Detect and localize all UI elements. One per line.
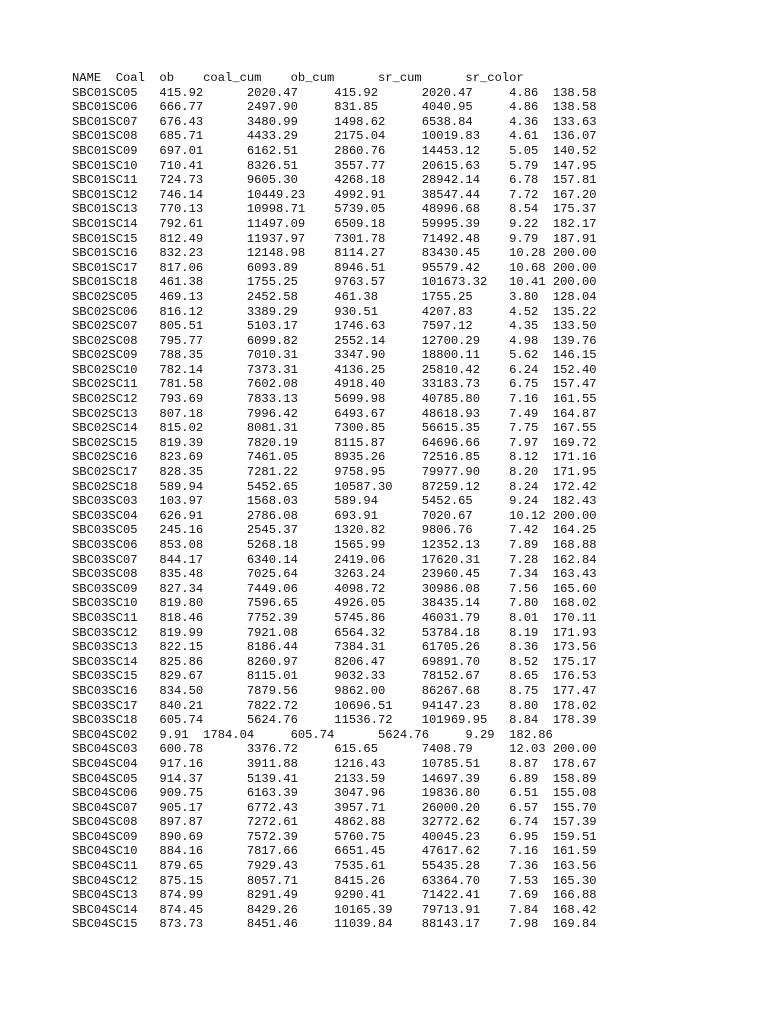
table-row: SBC03SC05 245.16 2545.37 1320.82 9806.76 7.42 164.25 [72,523,597,538]
table-row: SBC01SC14 792.61 11497.09 6509.18 59995.39 9.22 182.17 [72,216,597,231]
table-row: SBC01SC12 746.14 10449.23 4992.91 38547.44 7.72 167.20 [72,187,597,202]
table-row: SBC03SC12 819.99 7921.08 6564.32 53784.18 8.19 171.93 [72,625,597,640]
table-row: SBC02SC09 788.35 7010.31 3347.90 18800.11 5.62 146.15 [72,348,597,363]
table-row: SBC04SC13 874.99 8291.49 9290.41 71422.41 7.69 166.88 [72,888,597,903]
table-row: SBC01SC17 817.06 6093.89 8946.51 95579.42 10.68 200.00 [72,260,597,275]
table-row: SBC03SC18 605.74 5624.76 11536.72 101969.95 8.84 178.39 [72,713,597,728]
table-row: SBC01SC16 832.23 12148.98 8114.27 83430.45 10.28 200.00 [72,246,597,261]
table-row: SBC02SC05 469.13 2452.58 461.38 1755.25 3.80 128.04 [72,289,597,304]
table-row: SBC04SC07 905.17 6772.43 3957.71 26000.20 6.57 155.70 [72,800,597,815]
table-row: SBC04SC08 897.87 7272.61 4862.88 32772.62 6.74 157.39 [72,815,597,830]
table-row: SBC01SC18 461.38 1755.25 9763.57 101673.32 10.41 200.00 [72,275,597,290]
table-row: SBC03SC06 853.08 5268.18 1565.99 12352.13 7.89 168.88 [72,538,597,552]
table-row: SBC02SC13 807.18 7996.42 6493.67 48618.93 7.49 164.87 [72,406,597,421]
document-page [72,71,752,932]
table-row: SBC02SC08 795.77 6099.82 2552.14 12700.29 4.98 139.76 [72,333,597,348]
table-row: SBC04SC10 884.16 7817.66 6651.45 47617.62 7.16 161.59 [72,844,597,859]
table-row: SBC03SC04 626.91 2786.08 693.91 7020.67 10.12 200.00 [72,508,597,523]
table-row: SBC01SC11 724.73 9605.30 4268.18 28942.14 6.78 157.81 [72,173,597,188]
table-row: SBC02SC06 816.12 3389.29 930.51 4207.83 4.52 135.22 [72,304,597,319]
table-row: SBC01SC06 666.77 2497.90 831.85 4040.95 4.86 138.58 [72,100,597,115]
table-row: SBC02SC14 815.02 8081.31 7300.85 56615.35 7.75 167.55 [72,421,597,436]
table-row: SBC02SC10 782.14 7373.31 4136.25 25810.42 6.24 152.40 [72,362,597,377]
table-row: SBC03SC14 825.86 8260.97 8206.47 69891.70 8.52 175.17 [72,654,597,669]
table-row: SBC01SC08 685.71 4433.29 2175.04 10019.83 4.61 136.07 [72,129,597,144]
table-row: SBC03SC08 835.48 7025.64 3263.24 23960.45 7.34 163.43 [72,567,597,582]
table-row: SBC04SC11 879.65 7929.43 7535.61 55435.28 7.36 163.56 [72,859,597,874]
table-row: SBC02SC12 793.69 7833.13 5699.98 40785.80 7.16 161.55 [72,392,597,407]
table-row: SBC04SC15 873.73 8451.46 11039.84 88143.17 7.98 169.84 [72,917,597,932]
table-header-row: NAME Coal ob coal_cum ob_cum sr_cum sr_color [72,71,524,85]
table-row: SBC03SC17 840.21 7822.72 10696.51 94147.23 8.80 178.02 [72,698,597,713]
table-row: SBC04SC04 917.16 3911.88 1216.43 10785.51 8.87 178.67 [72,756,597,771]
table-row: SBC01SC09 697.01 6162.51 2860.76 14453.12 5.05 140.52 [72,143,597,158]
table-row: SBC04SC05 914.37 5139.41 2133.59 14697.39 6.89 158.89 [72,771,597,786]
table-row: SBC01SC05 415.92 2020.47 415.92 2020.47 4.86 138.58 [72,85,597,100]
table-row: SBC03SC09 827.34 7449.06 4098.72 30986.08 7.56 165.60 [72,581,597,596]
table-row: SBC04SC09 890.69 7572.39 5760.75 40045.23 6.95 159.51 [72,829,597,844]
table-row: SBC02SC17 828.35 7281.22 9758.95 79977.90 8.20 171.95 [72,465,597,480]
table-row: SBC04SC02 9.91 1784.04 605.74 5624.76 9.29 182.86 [72,727,553,742]
table-row: SBC03SC15 829.67 8115.01 9032.33 78152.67 8.65 176.53 [72,669,597,684]
table-row: SBC02SC15 819.39 7820.19 8115.87 64696.66 7.97 169.72 [72,435,597,450]
table-row: SBC04SC12 875.15 8057.71 8415.26 63364.70 7.53 165.30 [72,873,597,888]
table-row: SBC04SC14 874.45 8429.26 10165.39 79713.91 7.84 168.42 [72,902,597,917]
table-row: SBC04SC06 909.75 6163.39 3047.96 19836.80 6.51 155.08 [72,786,597,801]
table-row: SBC02SC18 589.94 5452.65 10587.30 87259.12 8.24 172.42 [72,479,597,494]
table-row: SBC03SC11 818.46 7752.39 5745.86 46031.79 8.01 170.11 [72,610,597,625]
table-row: SBC02SC11 781.58 7602.08 4918.40 33183.73 6.75 157.47 [72,377,597,392]
table-row: SBC02SC07 805.51 5103.17 1746.63 7597.12 4.35 133.50 [72,319,597,334]
table-row: SBC03SC13 822.15 8186.44 7384.31 61705.26 8.36 173.56 [72,640,597,655]
table-row: SBC03SC16 834.50 7879.56 9862.00 86267.68 8.75 177.47 [72,683,597,698]
table-row: SBC01SC13 770.13 10998.71 5739.05 48996.68 8.54 175.37 [72,202,597,217]
table-row: SBC03SC03 103.97 1568.03 589.94 5452.65 9.24 182.43 [72,494,597,509]
table-row: SBC01SC07 676.43 3480.99 1498.62 6538.84 4.36 133.63 [72,114,597,129]
table-row: SBC03SC07 844.17 6340.14 2419.06 17620.31 7.28 162.84 [72,552,597,567]
table-row: SBC03SC10 819.80 7596.65 4926.05 38435.14 7.80 168.02 [72,596,597,611]
table-row: SBC04SC03 600.78 3376.72 615.65 7408.79 12.03 200.00 [72,742,597,757]
table-row: SBC01SC10 710.41 8326.51 3557.77 20615.63 5.79 147.95 [72,158,597,173]
table-row: SBC01SC15 812.49 11937.97 7301.78 71492.48 9.79 187.91 [72,231,597,246]
table-row: SBC02SC16 823.69 7461.05 8935.26 72516.85 8.12 171.16 [72,450,597,465]
